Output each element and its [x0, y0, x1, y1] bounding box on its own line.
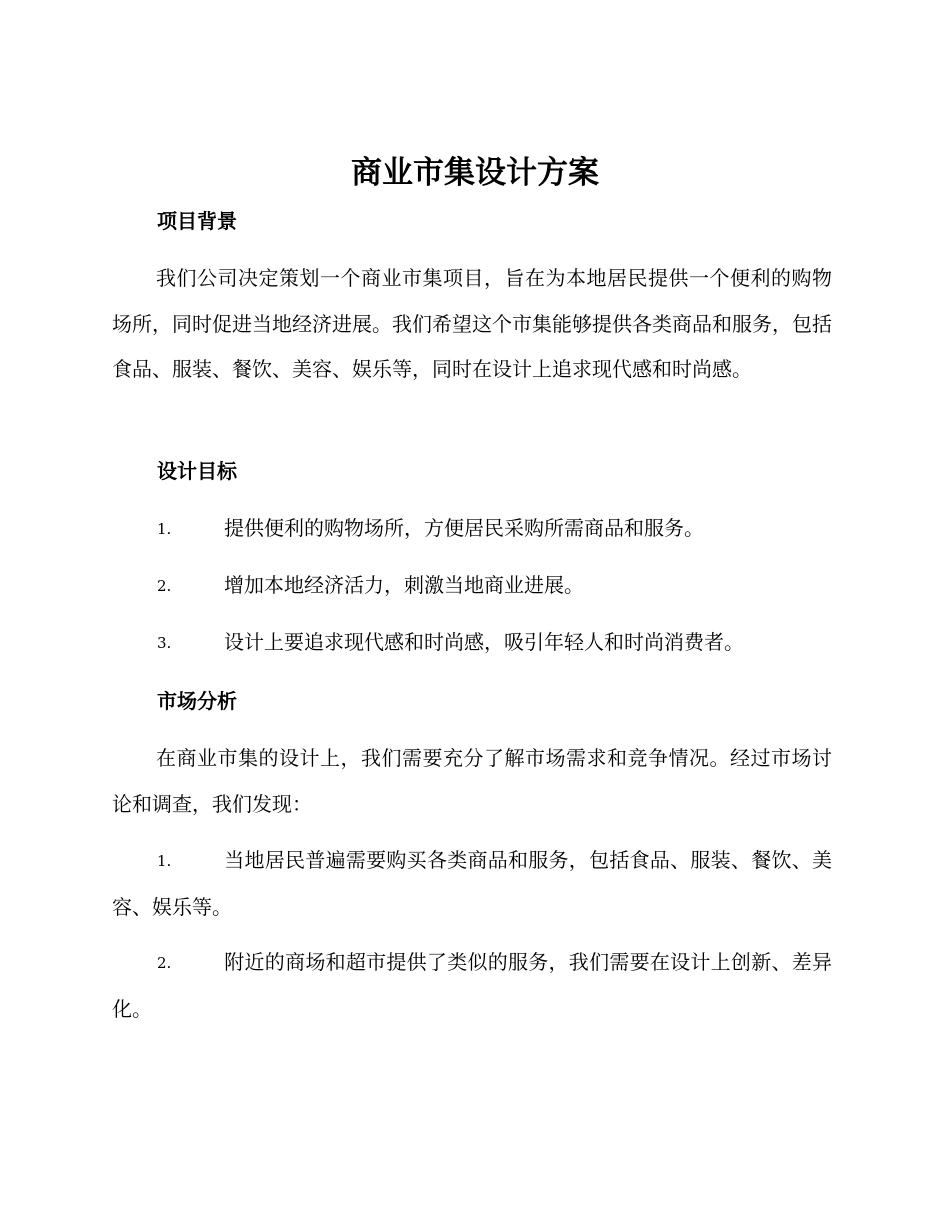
list-item: [112, 940, 832, 1032]
list-item-number: 3.: [157, 634, 172, 652]
list-item-text: 增加本地经济活力，刺激当地商业进展。: [224, 573, 584, 597]
list-item-number: 2.: [157, 577, 172, 595]
list-item-number: 1.: [157, 520, 172, 538]
list-item-text: 提供便利的购物场所，方便居民采购所需商品和服务。: [224, 516, 704, 540]
list-item: [157, 620, 837, 667]
section-paragraph-market: 在商业市集的设计上，我们需要充分了解市场需求和竞争情况。经过市场讨论和调查，我们发现：: [112, 746, 832, 816]
section-heading-market: 市场分析: [157, 689, 237, 713]
list-item: [157, 563, 837, 610]
section-heading-goals: 设计目标: [157, 459, 237, 483]
list-item-number: 2.: [157, 954, 172, 972]
list-item-text: 设计上要追求现代感和时尚感，吸引年轻人和时尚消费者。: [224, 630, 744, 654]
section-heading-background: 项目背景: [157, 209, 237, 233]
list-item: [112, 838, 832, 930]
list-item-number: 1.: [157, 852, 172, 870]
document-title: 商业市集设计方案: [351, 155, 599, 191]
list-item-text: 附近的商场和超市提供了类似的服务，我们需要在设计上创新、差异化。: [112, 950, 832, 1021]
list-item-text: 当地居民普遍需要购买各类商品和服务，包括食品、服装、餐饮、美容、娱乐等。: [112, 848, 832, 919]
section-paragraph-background: 我们公司决定策划一个商业市集项目，旨在为本地居民提供一个便利的购物场所，同时促进当地经济进展。我们希望这个市集能够提供各类商品和服务，包括食品、服装、餐饮、美容、娱乐等，同时在设计上追求现代感和时尚感。: [112, 266, 832, 381]
list-item: [157, 506, 837, 553]
